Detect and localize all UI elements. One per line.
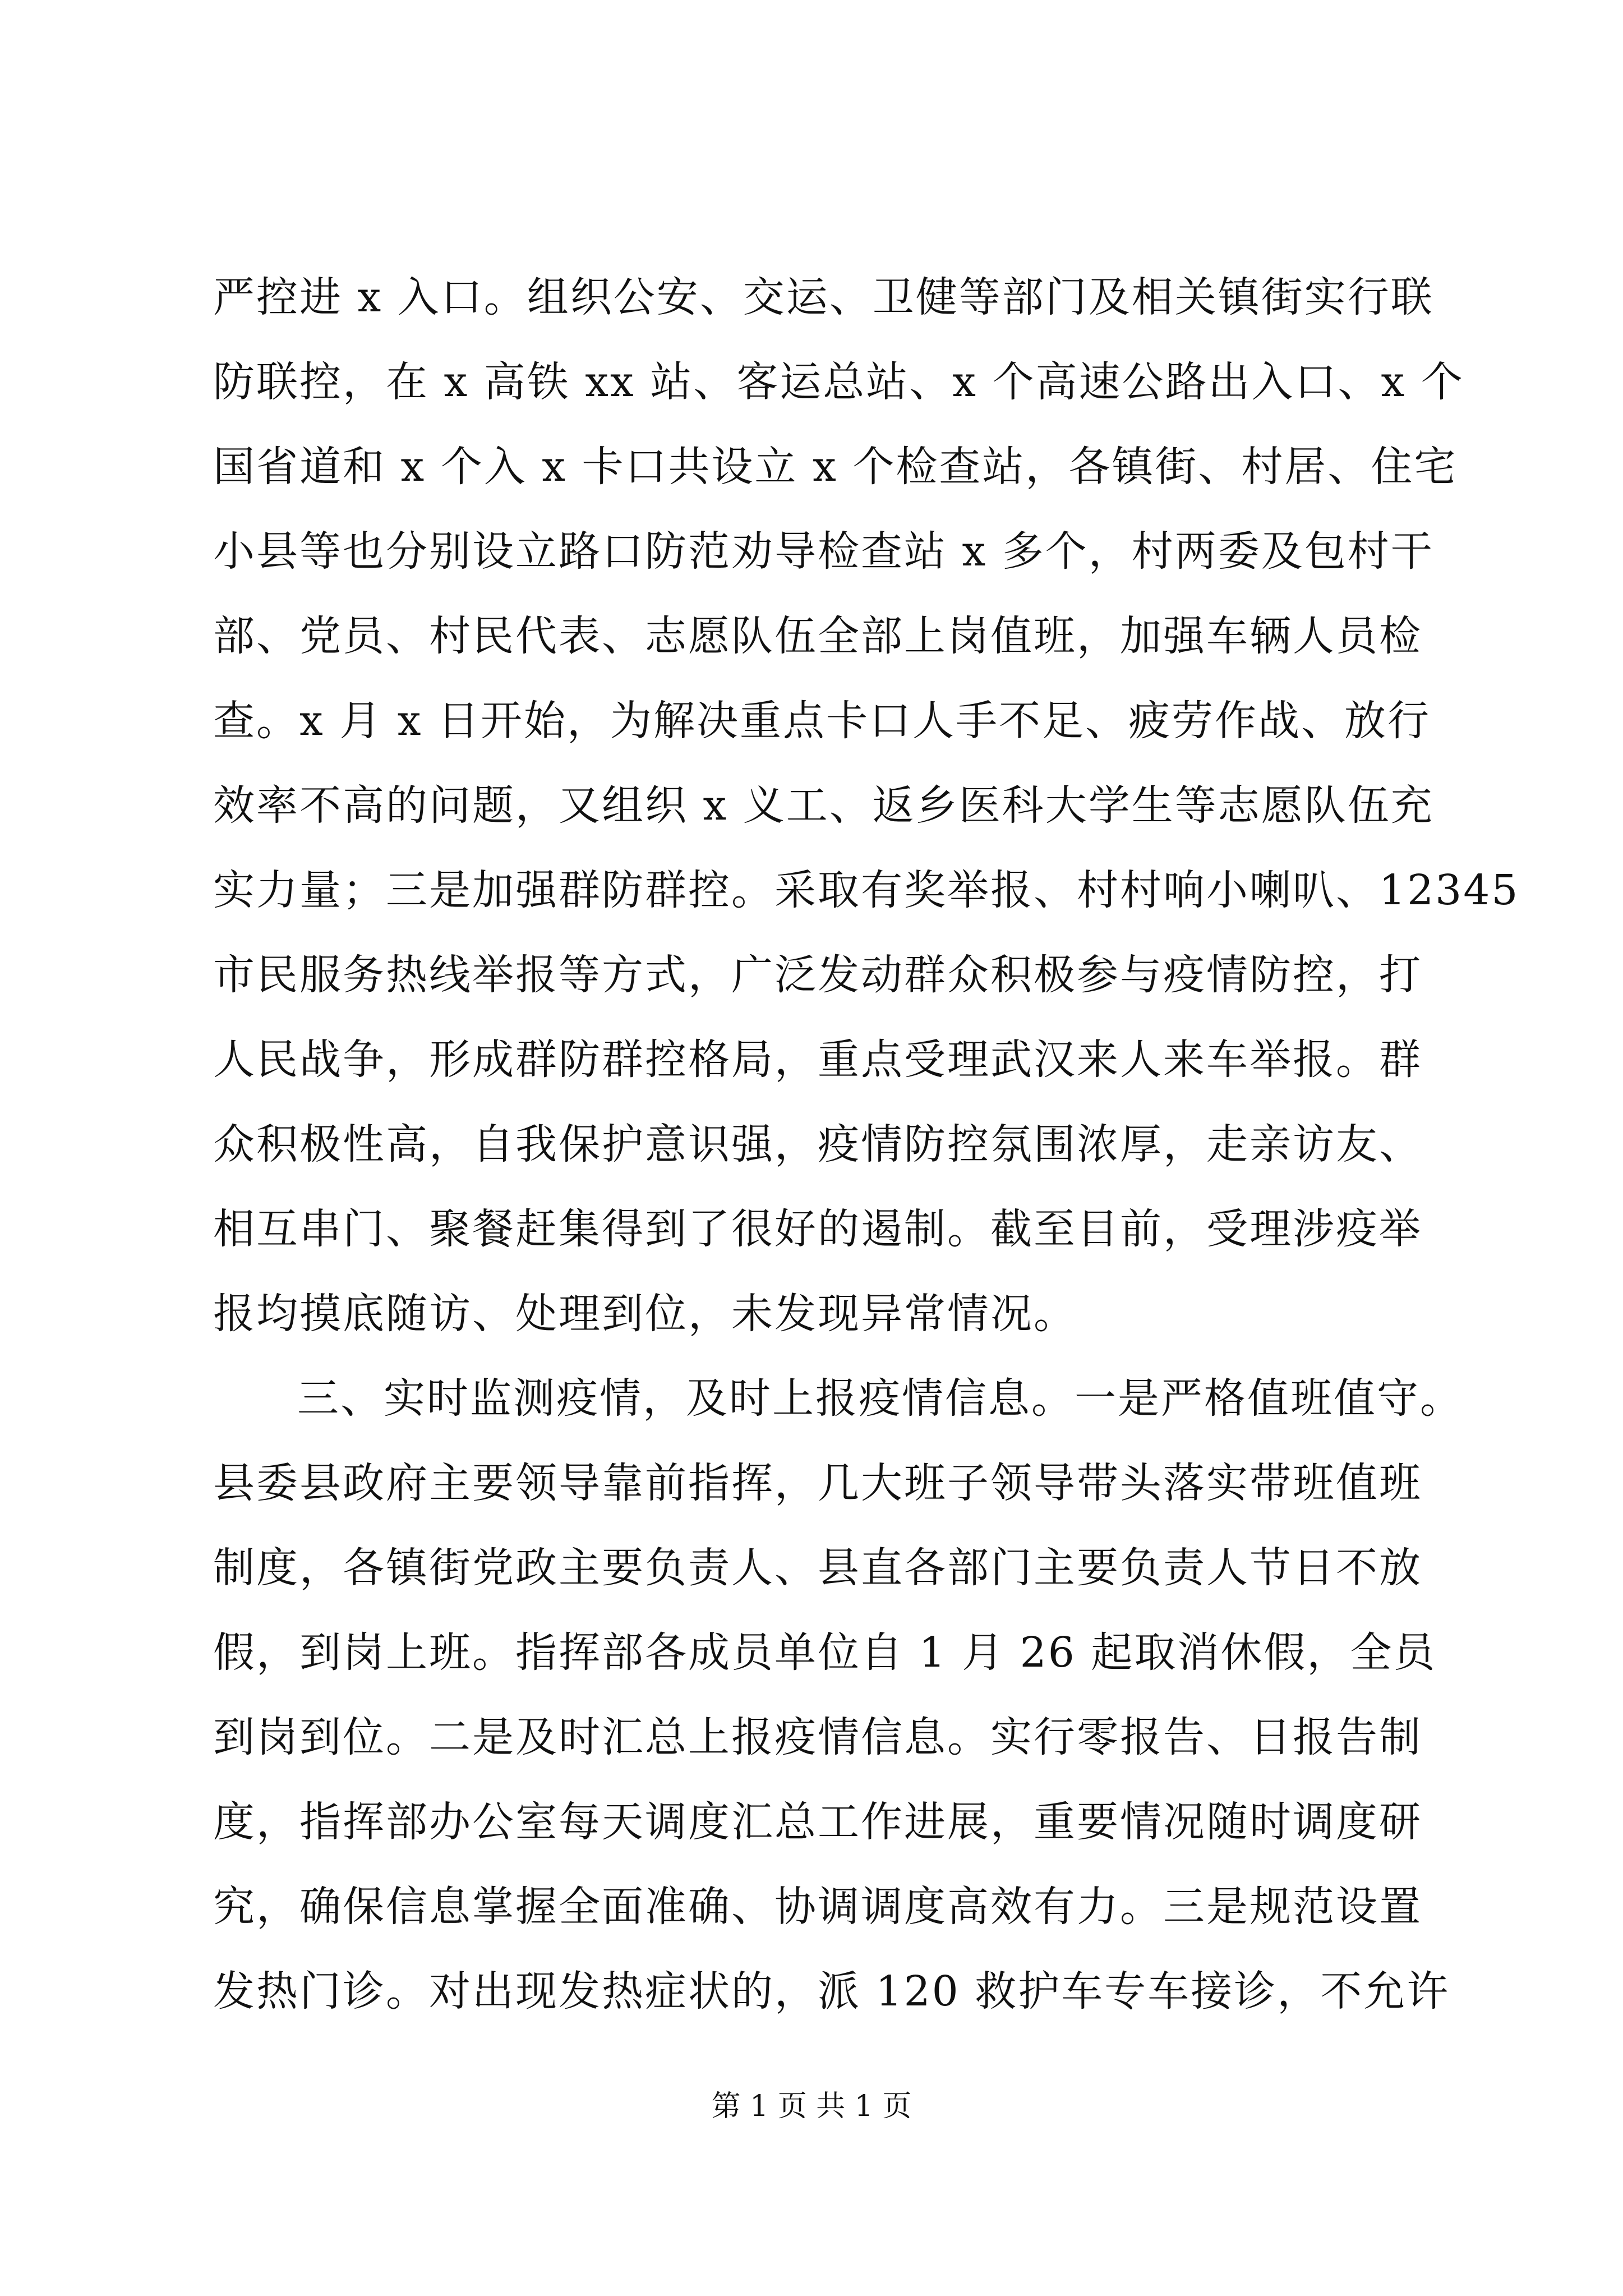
- text-line: 度，指挥部办公室每天调度汇总工作进展，重要情况随时调度研: [213, 1798, 1422, 1846]
- text-line: 报均摸底随访、处理到位，未发现异常情况。: [213, 1290, 1077, 1338]
- text-line: 市民服务热线举报等方式，广泛发动群众积极参与疫情防控，打: [213, 951, 1422, 999]
- text-line: 相互串门、聚餐赶集得到了很好的遏制。截至目前，受理涉疫举: [213, 1205, 1422, 1253]
- paragraph-start-line: 三、实时监测疫情，及时上报疫情信息。一是严格值班值守。: [297, 1374, 1463, 1423]
- text-line: 到岗到位。二是及时汇总上报疫情信息。实行零报告、日报告制: [213, 1713, 1422, 1761]
- text-line: 效率不高的问题，又组织 x 义工、返乡医科大学生等志愿队伍充: [213, 781, 1434, 830]
- text-line: 查。x 月 x 日开始，为解决重点卡口人手不足、疲劳作战、放行: [213, 697, 1431, 745]
- text-line: 实力量；三是加强群防群控。采取有奖举报、村村响小喇叭、12345: [213, 866, 1520, 914]
- text-line: 县委县政府主要领导靠前指挥，几大班子领导带头落实带班值班: [213, 1459, 1422, 1507]
- text-line: 制度，各镇街党政主要负责人、县直各部门主要负责人节日不放: [213, 1544, 1422, 1592]
- page-footer: 第 1 页 共 1 页: [711, 2090, 912, 2123]
- text-line: 部、党员、村民代表、志愿队伍全部上岗值班，加强车辆人员检: [213, 612, 1422, 660]
- text-line: 假，到岗上班。指挥部各成员单位自 1 月 26 起取消休假，全员: [213, 1628, 1437, 1677]
- text-line: 人民战争，形成群防群控格局，重点受理武汉来人来车举报。群: [213, 1036, 1422, 1084]
- document-body: [213, 255, 1520, 2034]
- text-line: 防联控，在 x 高铁 xx 站、客运总站、x 个高速公路出入口、x 个: [213, 358, 1464, 406]
- text-line: 发热门诊。对出现发热症状的，派 120 救护车专车接诊，不允许: [213, 1967, 1450, 2016]
- text-line: 究，确保信息掌握全面准确、协调调度高效有力。三是规范设置: [213, 1883, 1422, 1931]
- text-line: 众积极性高，自我保护意识强，疫情防控氛围浓厚，走亲访友、: [213, 1120, 1422, 1168]
- text-line: 小县等也分别设立路口防范劝导检查站 x 多个，村两委及包村干: [213, 527, 1434, 576]
- text-line: 国省道和 x 个入 x 卡口共设立 x 个检查站，各镇街、村居、住宅: [213, 443, 1458, 491]
- text-line: 严控进 x 入口。组织公安、交运、卫健等部门及相关镇街实行联: [213, 273, 1434, 321]
